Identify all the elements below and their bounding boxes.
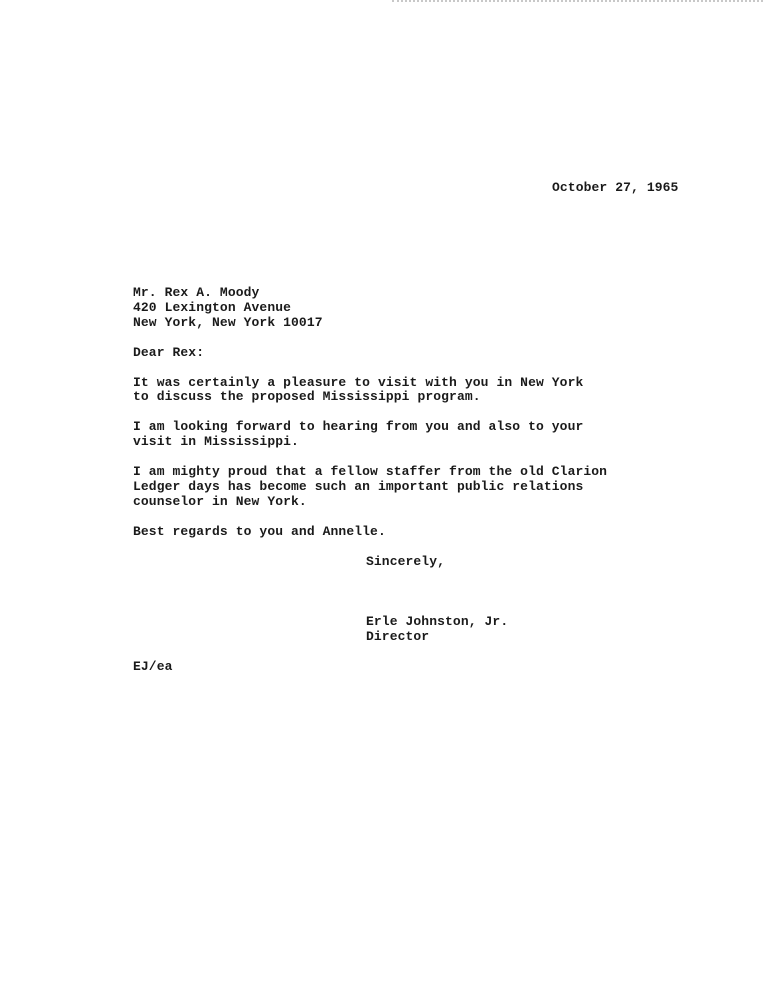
recipient-street: 420 Lexington Avenue xyxy=(133,300,292,315)
paragraph-line: Ledger days has become such an important public relations xyxy=(133,479,584,494)
perforated-edge xyxy=(392,0,763,4)
paragraph-line: I am looking forward to hearing from you and also to your xyxy=(133,419,584,434)
paragraph-line: It was certainly a pleasure to visit with you in New York xyxy=(133,375,584,390)
recipient-name: Mr. Rex A. Moody xyxy=(133,285,260,300)
reference-initials: EJ/ea xyxy=(133,659,173,674)
paragraph-line: counselor in New York. xyxy=(133,494,307,509)
recipient-city: New York, New York 10017 xyxy=(133,315,323,330)
paragraph-line: Best regards to you and Annelle. xyxy=(133,524,386,539)
signer-title: Director xyxy=(366,629,430,644)
paragraph-line: to discuss the proposed Mississippi program. xyxy=(133,389,481,404)
signer-name: Erle Johnston, Jr. xyxy=(366,614,509,629)
closing: Sincerely, xyxy=(366,554,446,569)
salutation: Dear Rex: xyxy=(133,345,205,360)
letter-date: October 27, 1965 xyxy=(552,180,679,195)
paragraph-line: visit in Mississippi. xyxy=(133,434,299,449)
paragraph-line: I am mighty proud that a fellow staffer from the old Clarion xyxy=(133,464,608,479)
